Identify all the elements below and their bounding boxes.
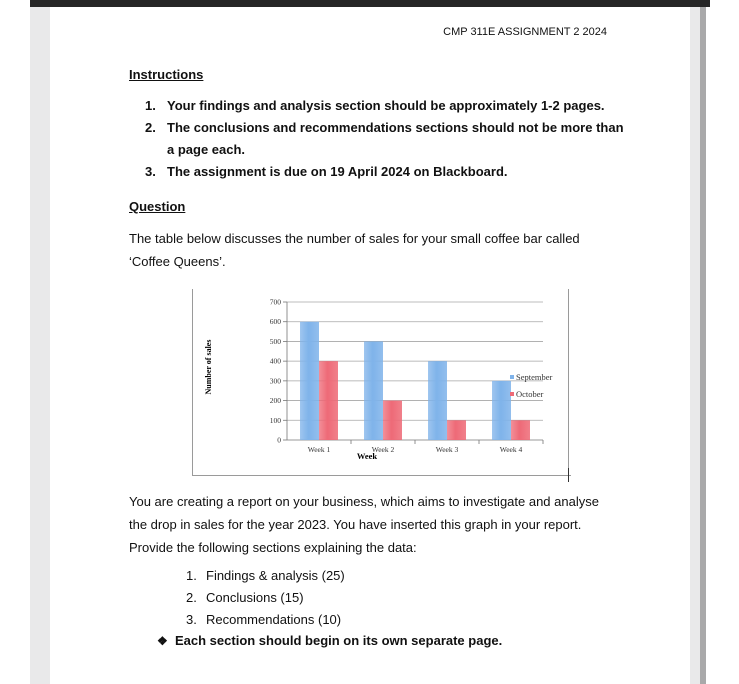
- instruction-item: 3. The assignment is due on 19 April 2024 on Blackboard.: [145, 164, 508, 179]
- instructions-heading: Instructions: [129, 67, 204, 82]
- document-page: [50, 7, 690, 684]
- x-tick-label: Week 1: [307, 445, 331, 454]
- scrollbar[interactable]: [700, 7, 706, 684]
- y-tick-label: 400: [269, 356, 281, 366]
- bar-october-week-4: [511, 420, 530, 440]
- legend-swatch-october: [510, 392, 514, 396]
- x-tick-label: Week 2: [371, 445, 395, 454]
- bar-september-week-3: [428, 361, 447, 440]
- question-intro: The table below discusses the number of sales for your small coffee bar called ‘Coffee Queens’.: [129, 231, 580, 269]
- viewer-top-bar: [30, 0, 710, 7]
- separate-page-note: ❖ Each section should begin on its own separate page.: [157, 633, 503, 648]
- page-header: CMP 311E ASSIGNMENT 2 2024: [443, 26, 607, 38]
- x-tick-label: Week 4: [499, 445, 523, 454]
- bar-september-week-4: [492, 381, 511, 440]
- page-gutter-right: [690, 7, 700, 684]
- page-gutter-left: [30, 7, 50, 684]
- bar-september-week-2: [364, 341, 383, 440]
- y-tick-label: 100: [269, 415, 281, 425]
- section-item: 3. Recommendations (10): [186, 612, 342, 627]
- section-item: 2. Conclusions (15): [186, 590, 304, 605]
- instructions-list: [145, 95, 625, 183]
- bar-september-week-1: [300, 322, 319, 440]
- legend-label-october: October: [516, 389, 544, 399]
- y-tick-label: 300: [269, 376, 281, 386]
- y-tick-label: 500: [269, 336, 281, 346]
- section-item: 1. Findings & analysis (25): [186, 568, 345, 583]
- report-paragraph: You are creating a report on your business, which aims to investigate and analyse the drop in sales for the year 2023. You have inserted this graph in your report. Provide the following sections explaining the data:: [129, 494, 599, 555]
- y-tick-label: 0: [277, 435, 281, 445]
- bar-october-week-3: [447, 420, 466, 440]
- instruction-item: 2. The conclusions and recommendations sections should not be more than a page each.: [145, 120, 624, 157]
- legend-swatch-september: [510, 375, 514, 379]
- y-axis-label: Number of sales: [204, 339, 213, 395]
- y-tick-label: 700: [269, 297, 281, 307]
- legend-label-september: September: [516, 372, 553, 382]
- y-tick-label: 200: [269, 396, 281, 406]
- sales-bar-chart: [192, 289, 570, 475]
- bar-october-week-1: [319, 361, 338, 440]
- sections-list: [186, 565, 345, 631]
- diamond-bullet-icon: ❖: [157, 633, 168, 648]
- x-tick-label: Week 3: [435, 445, 459, 454]
- x-axis-label: Week: [356, 451, 378, 461]
- y-tick-label: 600: [269, 317, 281, 327]
- question-heading: Question: [129, 199, 186, 214]
- bar-october-week-2: [383, 401, 402, 440]
- instruction-item: 1. Your findings and analysis section should be approximately 1-2 pages.: [145, 98, 605, 113]
